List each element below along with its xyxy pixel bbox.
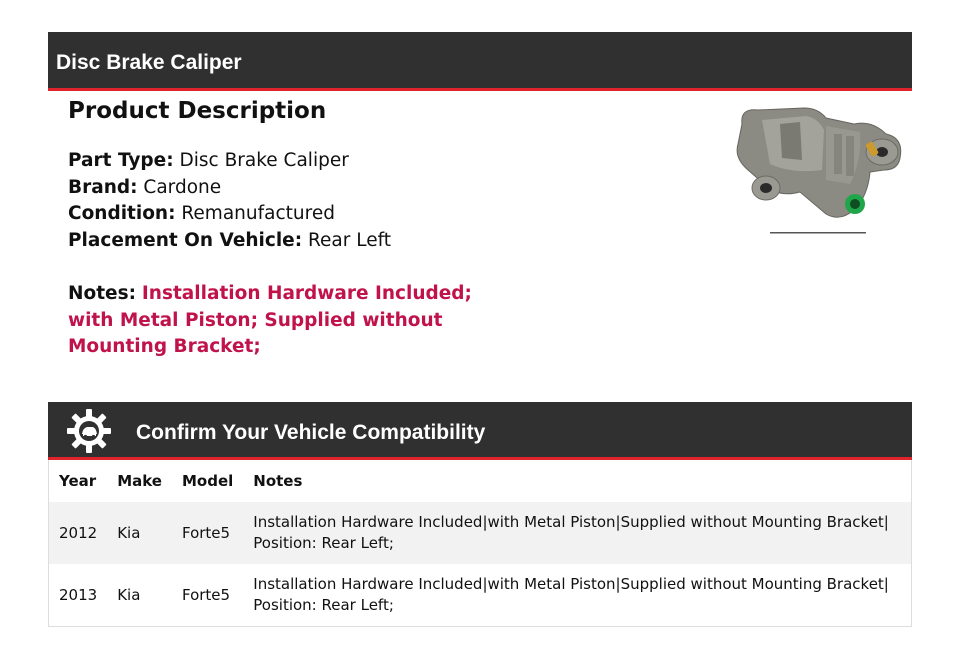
product-description bbox=[68, 96, 488, 361]
cell-make: Kia bbox=[107, 502, 172, 564]
spec-value: Rear Left bbox=[308, 229, 392, 251]
column-header-make: Make bbox=[117, 472, 162, 490]
column-header-notes: Notes bbox=[253, 472, 303, 490]
compatibility-banner bbox=[48, 402, 912, 460]
spec-value: Cardone bbox=[143, 176, 222, 198]
notes bbox=[68, 281, 488, 361]
spec-condition bbox=[68, 201, 488, 228]
description-heading: Product Description bbox=[68, 98, 327, 124]
table-row bbox=[49, 502, 911, 564]
product-title: Disc Brake Caliper bbox=[56, 51, 242, 74]
notes-label: Notes: bbox=[68, 283, 136, 304]
table-row bbox=[49, 564, 911, 626]
brake-caliper-image bbox=[722, 100, 912, 240]
cell-year: 2013 bbox=[59, 585, 98, 604]
spec-brand bbox=[68, 175, 488, 202]
cell-year: 2012 bbox=[49, 502, 107, 564]
cell-model: Forte5 bbox=[172, 502, 243, 564]
product-title-banner bbox=[48, 32, 912, 91]
cell-model: Forte5 bbox=[181, 585, 231, 604]
gear-car-icon bbox=[66, 408, 112, 454]
spec-part-type bbox=[68, 148, 488, 175]
spec-label: Condition: bbox=[68, 203, 176, 224]
spec-value: Remanufactured bbox=[181, 203, 335, 224]
spec-label: Part Type: bbox=[68, 150, 174, 171]
cell-notes: Installation Hardware Included|with Metal Piston|Supplied without Mounting Bracket| Position: Rear Left; bbox=[243, 502, 911, 564]
spec-label: Brand: bbox=[68, 176, 138, 198]
table-header-row bbox=[49, 460, 911, 502]
cell-notes: Installation Hardware Included|with Metal Piston|Supplied without Mounting Bracket| Position: Rear Left; bbox=[253, 575, 889, 614]
spec-value: Disc Brake Caliper bbox=[179, 150, 349, 171]
spec-list bbox=[68, 148, 488, 254]
spec-placement bbox=[68, 228, 488, 255]
compatibility-table bbox=[48, 460, 912, 627]
column-header-year: Year bbox=[59, 472, 97, 490]
cell-make: Kia bbox=[117, 585, 141, 604]
spec-label: Placement On Vehicle: bbox=[68, 229, 303, 251]
notes-text: Installation Hardware Included; with Metal Piston; Supplied without Mounting Bracket; bbox=[68, 283, 472, 357]
compatibility-title: Confirm Your Vehicle Compatibility bbox=[136, 421, 486, 444]
column-header-model: Model bbox=[181, 472, 234, 490]
